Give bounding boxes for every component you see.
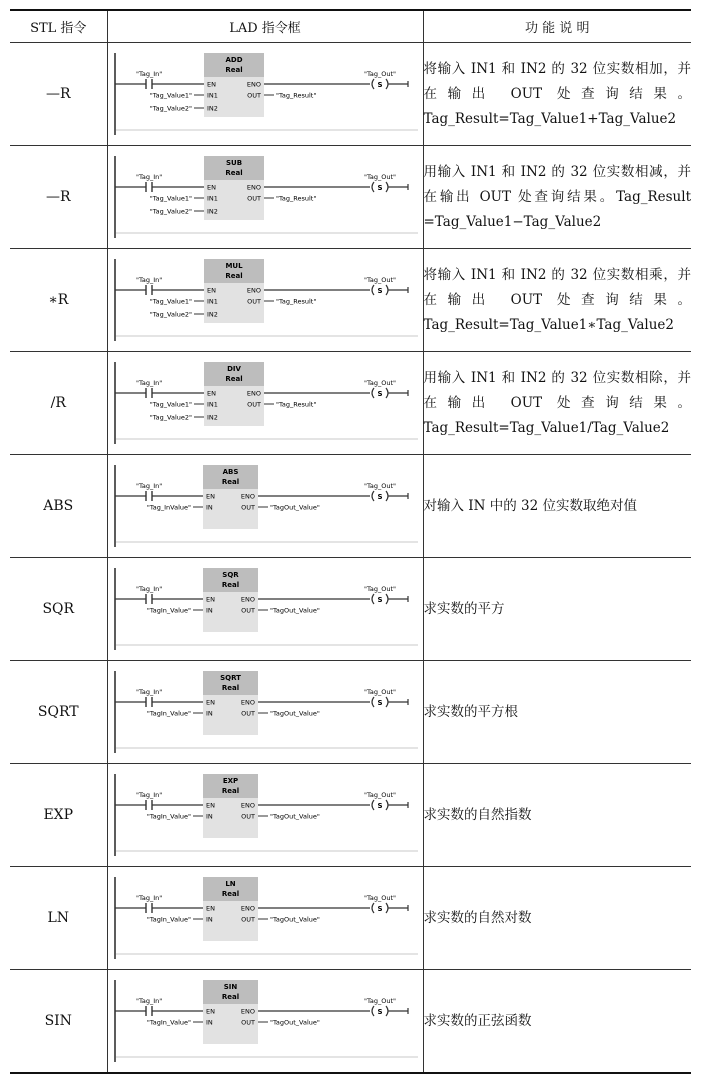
contact-tag: "Tag_In" <box>135 894 162 902</box>
contact-tag: "Tag_In" <box>135 482 162 490</box>
table-row <box>10 764 691 867</box>
input-tag: "Tag_Value2" <box>149 207 192 216</box>
input-tag: "TagIn_Value" <box>146 606 191 615</box>
pin-eno: ENO <box>240 1007 255 1016</box>
table-row <box>10 43 691 146</box>
op-name: LN <box>224 880 236 888</box>
input-pin: IN <box>205 503 213 512</box>
coil-type: S <box>376 80 383 89</box>
stl-instruction: —R <box>10 43 107 146</box>
function-description: 求实数的平方根 <box>423 661 691 764</box>
coil-symbol <box>386 79 388 89</box>
function-description: 将输入 IN1 和 IN2 的 32 位实数相乘，并在输出 OUT 处查询结果。Tag_Result=Tag_Value1∗Tag_Value2 <box>423 249 691 352</box>
function-description: 将输入 IN1 和 IN2 的 32 位实数相加，并在输出 OUT 处查询结果。Tag_Result=Tag_Value1+Tag_Value2 <box>423 43 691 146</box>
input-pin: IN1 <box>206 400 218 409</box>
op-name: DIV <box>226 365 241 373</box>
coil-symbol <box>372 182 374 192</box>
pin-out: OUT <box>240 915 255 924</box>
pin-en: EN <box>205 801 215 810</box>
output-tag: "TagOut_Value" <box>269 503 320 512</box>
pin-eno: ENO <box>246 80 261 89</box>
coil-symbol <box>386 491 388 501</box>
input-tag: "Tag_InValue" <box>146 503 191 512</box>
lad-cell <box>107 867 423 970</box>
pin-eno: ENO <box>240 801 255 810</box>
coil-type: S <box>376 595 383 604</box>
table-row <box>10 352 691 455</box>
op-name: SQR <box>221 571 239 579</box>
coil-symbol <box>372 800 374 810</box>
input-tag: "TagIn_Value" <box>146 709 191 718</box>
pin-en: EN <box>206 389 216 398</box>
op-type: Real <box>224 66 243 74</box>
function-description: 求实数的自然对数 <box>423 867 691 970</box>
input-pin: IN <box>205 709 213 718</box>
input-pin: IN2 <box>206 310 218 319</box>
output-tag: "Tag_Result" <box>275 297 316 306</box>
pin-en: EN <box>205 904 215 913</box>
op-type: Real <box>221 787 239 795</box>
contact-tag: "Tag_In" <box>135 276 162 284</box>
lad-cell <box>107 249 423 352</box>
stl-instruction: ∗R <box>10 249 107 352</box>
pin-eno: ENO <box>240 698 255 707</box>
function-description: 求实数的正弦函数 <box>423 970 691 1074</box>
output-tag: "TagOut_Value" <box>269 606 320 615</box>
stl-instruction: SQR <box>10 558 107 661</box>
pin-eno: ENO <box>240 595 255 604</box>
pin-en: EN <box>206 286 216 295</box>
lad-cell <box>107 661 423 764</box>
op-type: Real <box>224 375 243 383</box>
pin-out: OUT <box>246 400 261 409</box>
coil-tag: "Tag_Out" <box>363 276 396 284</box>
lad-cell <box>107 455 423 558</box>
op-type: Real <box>221 478 239 486</box>
contact-tag: "Tag_In" <box>135 688 162 696</box>
op-name: SUB <box>225 159 242 167</box>
output-tag: "Tag_Result" <box>275 194 316 203</box>
input-pin: IN <box>205 812 213 821</box>
op-type: Real <box>221 993 239 1001</box>
pin-en: EN <box>205 1007 215 1016</box>
coil-tag: "Tag_Out" <box>363 894 396 902</box>
pin-out: OUT <box>240 1018 255 1027</box>
coil-type: S <box>376 904 383 913</box>
coil-symbol <box>386 903 388 913</box>
lad-diagram <box>108 661 422 763</box>
input-tag: "Tag_Value1" <box>149 400 192 409</box>
op-name: ABS <box>222 468 238 476</box>
coil-symbol <box>386 388 388 398</box>
coil-type: S <box>376 492 383 501</box>
coil-symbol <box>386 182 388 192</box>
coil-type: S <box>376 389 383 398</box>
header-desc: 功 能 说 明 <box>423 10 691 43</box>
table-row <box>10 558 691 661</box>
coil-symbol <box>372 697 374 707</box>
coil-symbol <box>372 1006 374 1016</box>
input-pin: IN2 <box>206 413 218 422</box>
contact-tag: "Tag_In" <box>135 173 162 181</box>
instruction-table <box>10 9 691 1074</box>
lad-diagram <box>108 455 422 557</box>
coil-type: S <box>376 1007 383 1016</box>
coil-symbol <box>372 285 374 295</box>
input-tag: "TagIn_Value" <box>146 1018 191 1027</box>
table-row <box>10 146 691 249</box>
input-pin: IN <box>205 1018 213 1027</box>
coil-tag: "Tag_Out" <box>363 173 396 181</box>
op-type: Real <box>221 684 239 692</box>
input-tag: "TagIn_Value" <box>146 915 191 924</box>
lad-cell <box>107 558 423 661</box>
pin-eno: ENO <box>246 286 261 295</box>
table-header-row <box>10 10 691 43</box>
pin-en: EN <box>205 595 215 604</box>
pin-out: OUT <box>246 91 261 100</box>
lad-diagram <box>108 764 422 866</box>
input-tag: "TagIn_Value" <box>146 812 191 821</box>
coil-symbol <box>386 1006 388 1016</box>
stl-instruction: SQRT <box>10 661 107 764</box>
function-description: 求实数的平方 <box>423 558 691 661</box>
op-type: Real <box>224 169 243 177</box>
input-tag: "Tag_Value1" <box>149 194 192 203</box>
coil-type: S <box>376 801 383 810</box>
table-body <box>10 43 691 1074</box>
coil-type: S <box>376 286 383 295</box>
op-name: ADD <box>224 56 243 64</box>
coil-symbol <box>372 388 374 398</box>
pin-out: OUT <box>246 297 261 306</box>
lad-cell <box>107 146 423 249</box>
coil-symbol <box>386 285 388 295</box>
output-tag: "TagOut_Value" <box>269 709 320 718</box>
input-tag: "Tag_Value1" <box>149 91 192 100</box>
header-stl: STL 指令 <box>10 10 107 43</box>
lad-diagram <box>108 352 422 454</box>
op-type: Real <box>224 272 243 280</box>
stl-instruction: —R <box>10 146 107 249</box>
table-row <box>10 867 691 970</box>
lad-diagram <box>108 146 422 248</box>
pin-eno: ENO <box>240 904 255 913</box>
coil-tag: "Tag_Out" <box>363 997 396 1005</box>
lad-diagram <box>108 970 422 1072</box>
op-name: EXP <box>222 777 238 785</box>
lad-diagram <box>108 249 422 351</box>
pin-out: OUT <box>240 503 255 512</box>
pin-eno: ENO <box>246 183 261 192</box>
input-tag: "Tag_Value2" <box>149 104 192 113</box>
contact-tag: "Tag_In" <box>135 585 162 593</box>
function-description: 用输入 IN1 和 IN2 的 32 位实数相除，并在输出 OUT 处查询结果。Tag_Result=Tag_Value1/Tag_Value2 <box>423 352 691 455</box>
pin-eno: ENO <box>240 492 255 501</box>
input-pin: IN2 <box>206 104 218 113</box>
pin-out: OUT <box>240 606 255 615</box>
function-description: 对输入 IN 中的 32 位实数取绝对值 <box>423 455 691 558</box>
contact-tag: "Tag_In" <box>135 791 162 799</box>
coil-tag: "Tag_Out" <box>363 379 396 387</box>
pin-out: OUT <box>240 709 255 718</box>
output-tag: "Tag_Result" <box>275 400 316 409</box>
input-pin: IN2 <box>206 207 218 216</box>
table-row <box>10 455 691 558</box>
lad-diagram <box>108 558 422 660</box>
contact-tag: "Tag_In" <box>135 997 162 1005</box>
contact-tag: "Tag_In" <box>135 70 162 78</box>
pin-out: OUT <box>246 194 261 203</box>
output-tag: "TagOut_Value" <box>269 1018 320 1027</box>
output-tag: "Tag_Result" <box>275 91 316 100</box>
coil-tag: "Tag_Out" <box>363 791 396 799</box>
lad-cell <box>107 970 423 1074</box>
lad-cell <box>107 43 423 146</box>
coil-symbol <box>386 800 388 810</box>
coil-symbol <box>372 79 374 89</box>
input-pin: IN1 <box>206 297 218 306</box>
pin-en: EN <box>205 492 215 501</box>
input-pin: IN <box>205 915 213 924</box>
pin-en: EN <box>206 183 216 192</box>
coil-tag: "Tag_Out" <box>363 688 396 696</box>
op-type: Real <box>221 581 239 589</box>
table-row <box>10 970 691 1074</box>
coil-symbol <box>386 594 388 604</box>
stl-instruction: SIN <box>10 970 107 1074</box>
pin-en: EN <box>206 80 216 89</box>
lad-cell <box>107 764 423 867</box>
input-tag: "Tag_Value1" <box>149 297 192 306</box>
lad-cell <box>107 352 423 455</box>
table-row <box>10 249 691 352</box>
coil-tag: "Tag_Out" <box>363 585 396 593</box>
stl-instruction: ABS <box>10 455 107 558</box>
pin-out: OUT <box>240 812 255 821</box>
lad-diagram <box>108 867 422 969</box>
op-name: SQRT <box>219 674 241 682</box>
header-lad: LAD 指令框 <box>107 10 423 43</box>
stl-instruction: EXP <box>10 764 107 867</box>
output-tag: "TagOut_Value" <box>269 915 320 924</box>
op-name: SIN <box>223 983 237 991</box>
function-description: 求实数的自然指数 <box>423 764 691 867</box>
output-tag: "TagOut_Value" <box>269 812 320 821</box>
coil-symbol <box>386 697 388 707</box>
coil-type: S <box>376 183 383 192</box>
coil-tag: "Tag_Out" <box>363 482 396 490</box>
coil-symbol <box>372 491 374 501</box>
input-pin: IN <box>205 606 213 615</box>
coil-tag: "Tag_Out" <box>363 70 396 78</box>
stl-instruction: /R <box>10 352 107 455</box>
lad-diagram <box>108 43 422 145</box>
pin-eno: ENO <box>246 389 261 398</box>
contact-tag: "Tag_In" <box>135 379 162 387</box>
input-pin: IN1 <box>206 194 218 203</box>
coil-symbol <box>372 903 374 913</box>
op-name: MUL <box>224 262 243 270</box>
input-pin: IN1 <box>206 91 218 100</box>
stl-instruction: LN <box>10 867 107 970</box>
table-row <box>10 661 691 764</box>
op-type: Real <box>221 890 239 898</box>
pin-en: EN <box>205 698 215 707</box>
coil-type: S <box>376 698 383 707</box>
input-tag: "Tag_Value2" <box>149 413 192 422</box>
input-tag: "Tag_Value2" <box>149 310 192 319</box>
coil-symbol <box>372 594 374 604</box>
function-description: 用输入 IN1 和 IN2 的 32 位实数相减，并在输出 OUT 处查询结果。Tag_Result =Tag_Value1−Tag_Value2 <box>423 146 691 249</box>
